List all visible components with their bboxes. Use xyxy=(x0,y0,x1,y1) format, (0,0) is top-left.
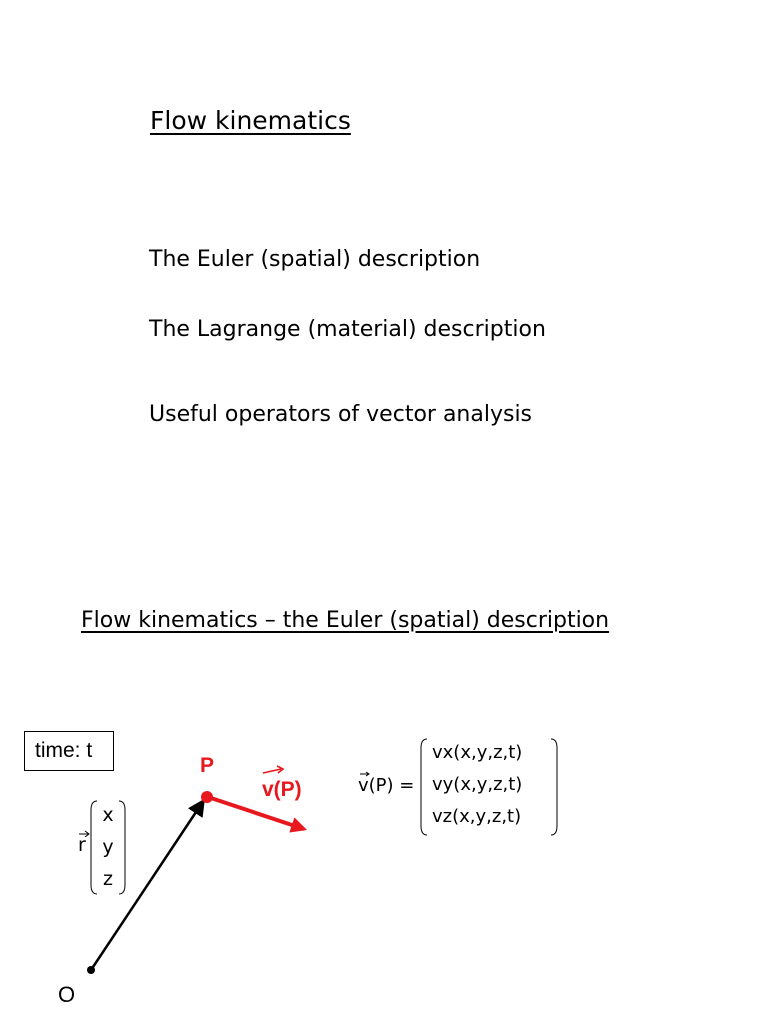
slide-title: Flow kinematics xyxy=(150,106,351,135)
equation-row-vy: vy(x,y,z,t) xyxy=(432,774,523,795)
velocity-components-matrix xyxy=(420,738,558,836)
equation-lhs: v(P) = xyxy=(358,775,415,796)
component-z: z xyxy=(103,868,113,890)
point-label: P xyxy=(200,754,215,777)
vector-arrow-icon xyxy=(262,765,284,777)
component-x: x xyxy=(102,804,114,826)
time-box: time: t xyxy=(24,731,114,771)
velocity-label: v(P) xyxy=(262,778,302,801)
component-y: y xyxy=(102,836,114,858)
right-bracket-icon xyxy=(550,738,558,836)
point-p-marker xyxy=(201,791,213,803)
section-title: Flow kinematics – the Euler (spatial) description xyxy=(81,608,610,633)
topic-item-euler: The Euler (spatial) description xyxy=(149,247,481,272)
equation-row-vz: vz(x,y,z,t) xyxy=(432,806,522,827)
origin-label: O xyxy=(58,982,76,1007)
position-vector-symbol: r xyxy=(78,834,86,856)
topic-item-operators: Useful operators of vector analysis xyxy=(149,402,533,427)
equation-row-vx: vx(x,y,z,t) xyxy=(432,742,523,763)
origin-point xyxy=(87,966,95,974)
topic-item-lagrange: The Lagrange (material) description xyxy=(149,317,546,342)
position-vector-components xyxy=(90,800,126,895)
left-bracket-icon xyxy=(420,738,428,836)
